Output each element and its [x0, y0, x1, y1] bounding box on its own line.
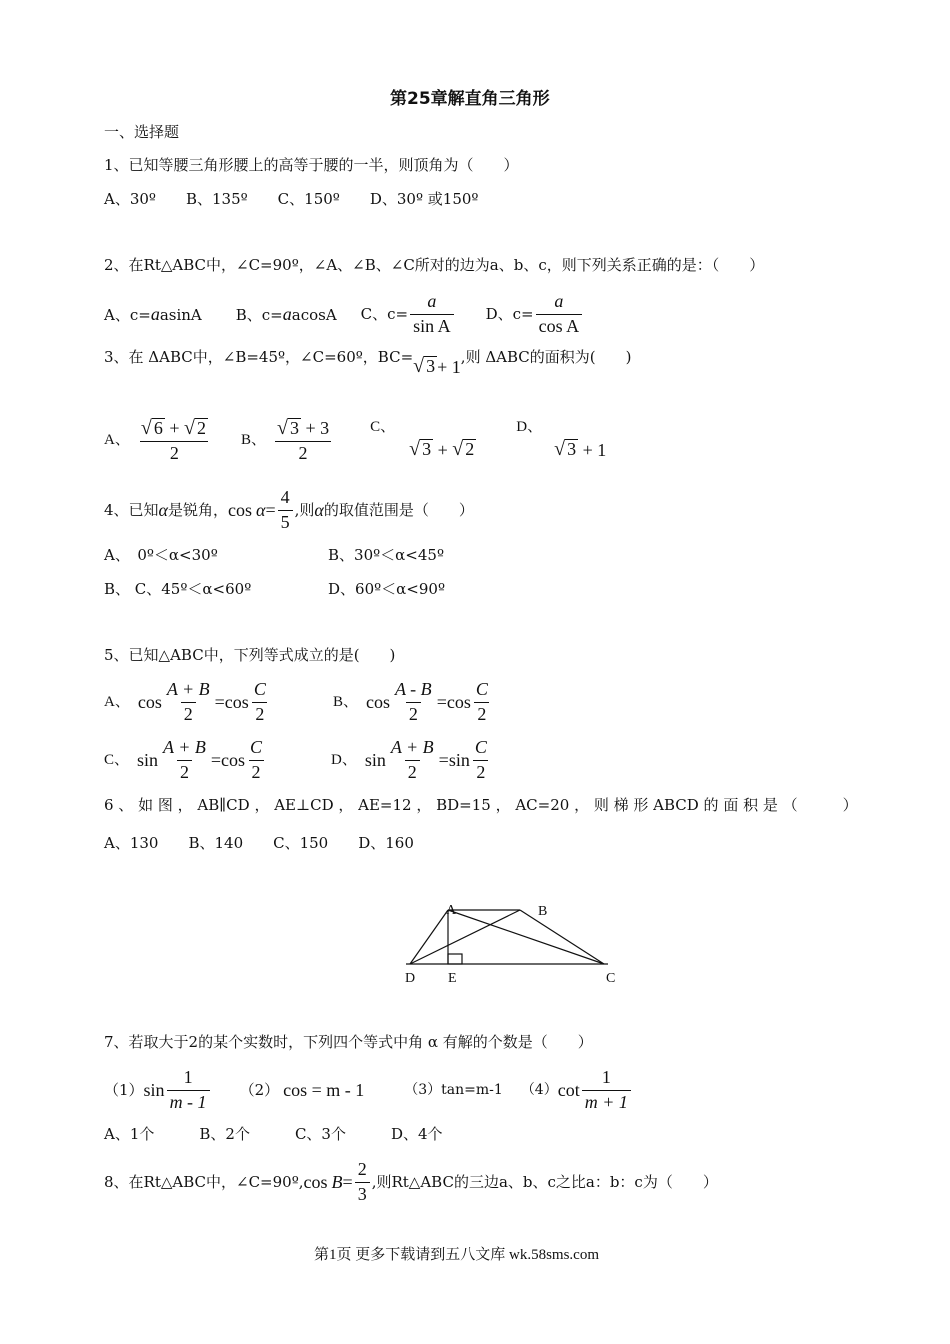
label-a: A: [446, 903, 457, 918]
q6-options: A、130 B、140 C、150 D、160: [104, 834, 414, 852]
section-heading: 一、选择题: [104, 123, 180, 141]
label-d: D: [405, 971, 416, 986]
q3-option-b: √ 3 + 3 2: [276, 417, 330, 463]
fraction: $\frac{2}{3}$: [355, 1160, 370, 1205]
fraction: $\frac{1}{m - 1}$: [167, 1068, 210, 1113]
page-title: 第25章解直角三角形: [390, 89, 550, 109]
label-c: C: [606, 971, 616, 986]
q5-option-d: D、 sin $\frac{A + B}{2}$ =sin $\frac{C}{2}$: [331, 737, 487, 782]
label-b: B: [538, 904, 548, 919]
q4-stem: 4、已知 α 是锐角， cos α = $\frac{4}{5}$ ,则 α 的取值范围是（ ）: [104, 487, 474, 532]
page-footer: 第1页 更多下载请到五八文库 wk.58sms.com: [314, 1247, 600, 1263]
q5-option-c: C、 sin $\frac{A + B}{2}$ =cos $\frac{C}{2}$: [104, 737, 263, 782]
q1-options: A、30º B、135º C、150º D、30º 或150º: [104, 190, 479, 208]
right-angle-mark: [448, 954, 462, 964]
sqrt-expression: √ 3 + 1: [413, 355, 461, 377]
fraction: $\frac{4}{5}$: [278, 488, 293, 533]
q4-option-a: A、 0º＜α<30º: [104, 546, 218, 564]
q2-stem: 2、在Rt△ABC中，∠C=90º，∠A、∠B、∠C所对的边为a、b、c，则下列关系正确的是：（ ）: [104, 256, 765, 274]
segment-bc: [520, 910, 604, 964]
q2-option-c: C、c= $\frac{a}{\text{sin A}}$: [361, 292, 456, 337]
q4-option-b: B、30º＜α<45º: [328, 546, 445, 564]
q3-option-a: √ 6 + √ 2 2: [138, 418, 211, 464]
q3-option-d: √ 3 + 1: [554, 437, 607, 460]
q3-stem: 3、在 ΔABC中，∠B=45º，∠C=60º，BC= √ 3 + 1 ,则 ΔABC的面积为( ): [104, 348, 632, 377]
q2-option-a: A、c=aasinA: [104, 304, 202, 325]
fraction: $\frac{a}{\text{sin A}}$: [410, 292, 454, 337]
fraction: $\frac{a}{\text{cos A}}$: [536, 292, 583, 337]
q7-stem: 7、若取大于2的某个实数时，下列四个等式中角 α 有解的个数是（ ）: [104, 1033, 593, 1051]
q5-option-b: B、 cos $\frac{A - B}{2}$ =cos $\frac{C}{2}$: [333, 679, 488, 724]
q2-option-b: B、c=aacosA: [235, 304, 337, 325]
q7-options: A、1个 B、2个 C、3个 D、4个: [104, 1125, 443, 1143]
q3-options: A、 √ 6 + √ 2 2 B、 √ 3 + 3 2 C、 √ 3 + √ 2 D、 √ 3 + 1: [104, 417, 607, 463]
diagonal-ac: [448, 910, 604, 964]
q5-stem: 5、已知△ABC中，下列等式成立的是( ): [104, 646, 396, 664]
label-e: E: [448, 971, 457, 986]
q7-items: （1） sin $\frac{1}{m - 1}$ （2） cos = m - 1 （3） tan=m-1 （4） cot $\frac{1}{m + 1}$: [104, 1068, 633, 1113]
q4-option-c: B、 C、45º＜α<60º: [104, 580, 252, 598]
diagonal-bd: [410, 910, 520, 964]
q1-stem: 1、已知等腰三角形腰上的高等于腰的一半，则顶角为（ ）: [104, 156, 519, 174]
q5-option-a: A、 cos $\frac{A + B}{2}$ =cos $\frac{C}{2}$: [104, 679, 266, 724]
q6-stem: 6 、 如 图 ， AB∥CD ， AE⊥CD ， AE=12 ， BD=15 ， AC=20 ， 则 梯 形 ABCD 的 面 积 是 （ ）: [104, 796, 858, 814]
fraction: $\frac{1}{m + 1}$: [582, 1068, 631, 1113]
q3-option-c: √ 3 + √ 2: [409, 437, 475, 460]
trapezoid-figure: [398, 898, 638, 988]
q4-option-d: D、60º＜α<90º: [328, 580, 446, 598]
q2-option-d: D、c= $\frac{a}{\text{cos A}}$: [486, 292, 585, 337]
segment-ad: [410, 910, 448, 964]
q8-stem: 8、在Rt△ABC中，∠C=90º, cos B = $\frac{2}{3}$ ,则Rt△ABC的三边a、b、c之比a：b：c为（ ）: [104, 1159, 718, 1204]
q2-options: [104, 292, 584, 337]
